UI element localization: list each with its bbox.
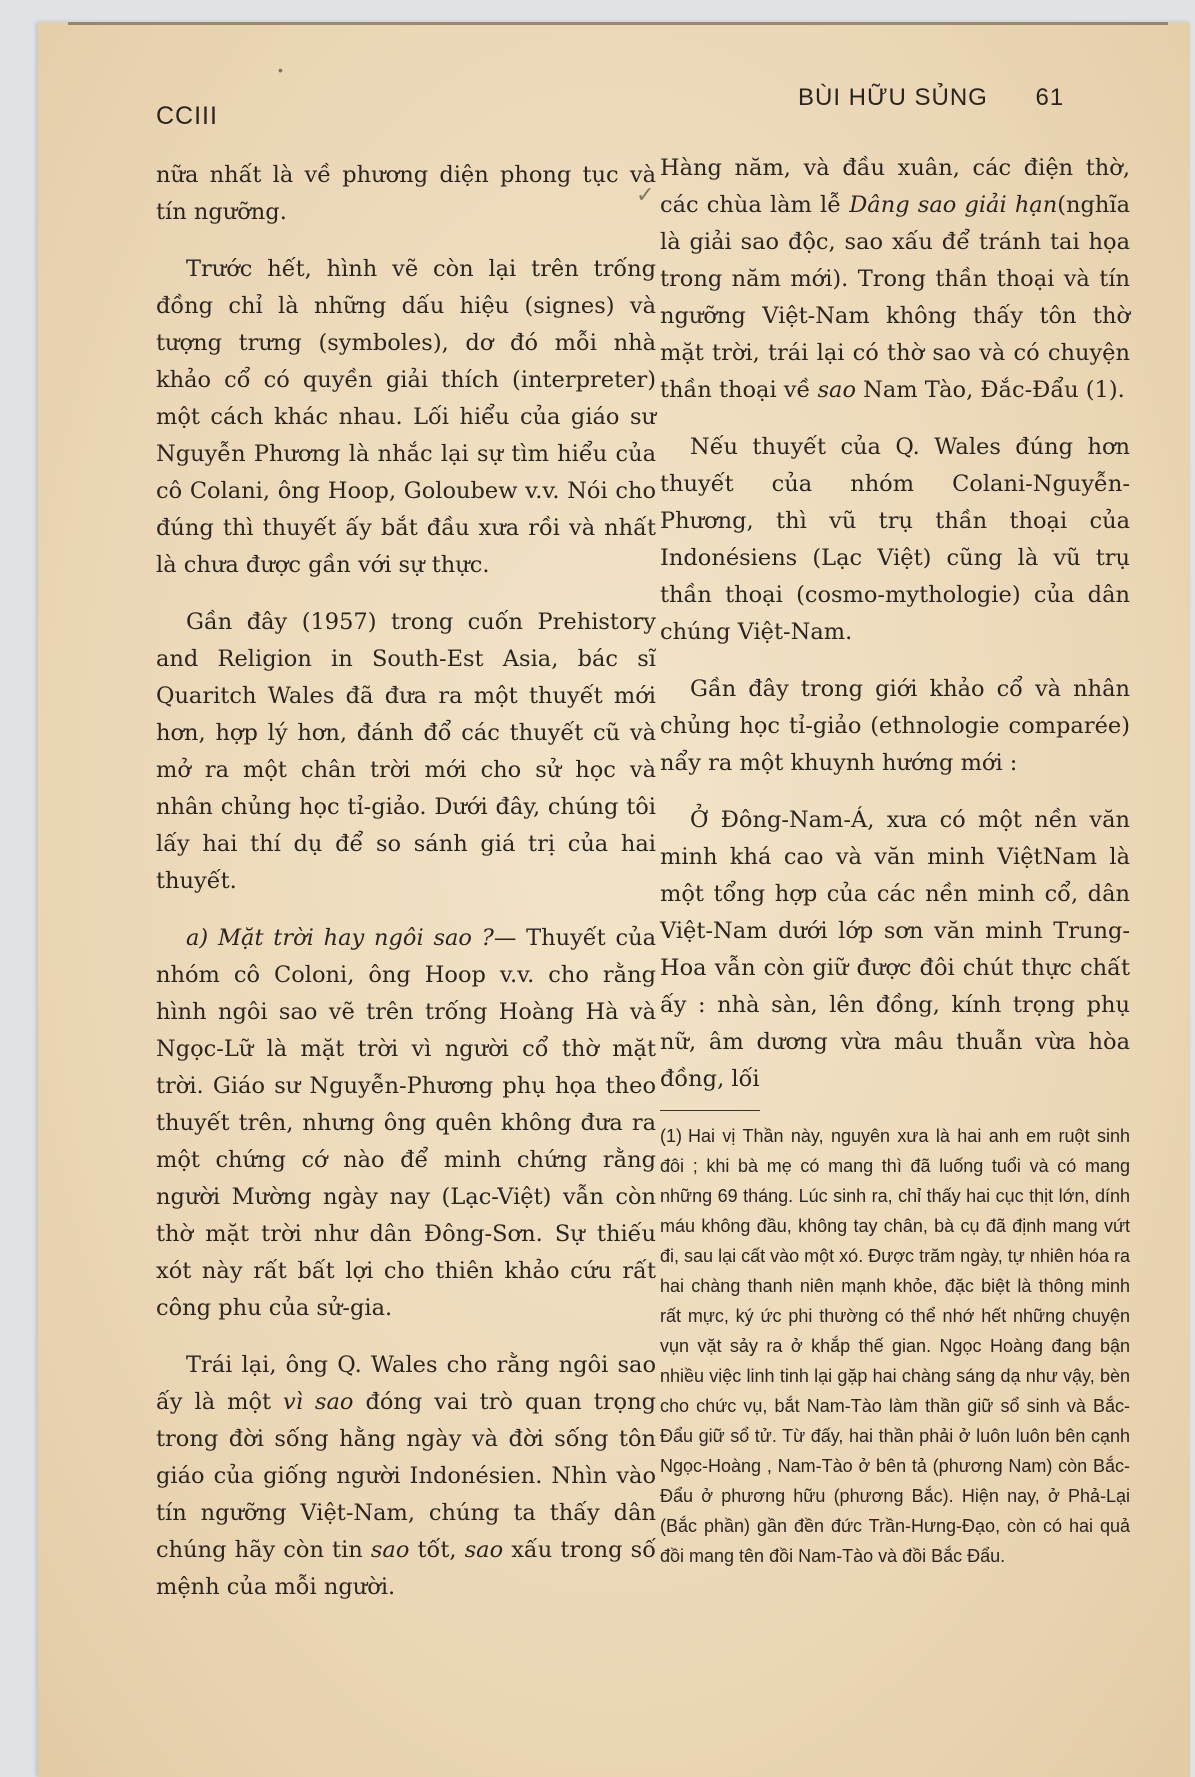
right-column (660, 150, 1130, 1571)
text-span: Trái lại, ông Q. Wales cho rằng ngôi sao ấy là một (156, 1352, 656, 1415)
italic-span: sao (817, 377, 857, 403)
footnote-text: Hai vị Thần này, nguyên xưa là hai anh em ruột sinh đôi ; khi bà mẹ có mang thì đã luống tuổi và có mang những 69 tháng. Lúc sinh ra, chỉ thấy hai cục thịt lớn, dính máu không đầu, không tay chân, bà cụ đã định mang vứt đi, sau lại cất vào một xó. Được trăm ngày, tự nhiên hóa ra hai chàng thanh niên mạnh khỏe, đặc biệt là thông minh rất mực, ký ức phi thường có thể nhớ hết những chuyện vụn vặt sảy ra ở khắp thế gian. Ngọc Hoàng đang bận nhiều việc linh tinh lại gặp hai chàng sáng dạ như vậy, bèn cho chức vụ, bắt Nam-Tào làm thần giữ sổ sinh và Bắc-Đẩu giữ sổ tử. Từ đấy, hai thần phải ở luôn luôn bên cạnh Ngọc-Hoàng , Nam-Tào ở bên tả (phương Nam) còn Bắc-Đẩu ở phương hữu (phương Bắc). Hiện nay, ở Phả-Lại (Bắc phần) gần đền đức Trần-Hưng-Đạo, còn có hai quả đồi mang tên đồi Nam-Tào và đồi Bắc Đẩu. (660, 1126, 1130, 1566)
text-span: Hàng năm, và đầu xuân, các điện thờ, các chùa làm lễ (660, 155, 1130, 218)
section-heading-sun-or-star: a) Mặt trời hay ngôi sao ? (186, 925, 494, 951)
left-paragraph-3: Gần đây (1957) trong cuốn Prehistory and Religion in South-Est Asia, bác sĩ Quaritch Wales đã đưa ra một thuyết mới hơn, hợp lý hơn, đánh đổ các thuyết cũ và mở ra một chân trời mới cho sử học và nhân chủng học tỉ-giảo. Dưới đây, chúng tôi lấy hai thí dụ để so sánh giá trị của hai thuyết. (156, 609, 656, 894)
right-paragraph-4: Ở Đông-Nam-Á, xưa có một nền văn minh khá cao và văn minh ViệtNam là một tổng hợp của các nền minh cổ, dân Việt-Nam dưới lớp sơn văn minh Trung-Hoa vẫn còn giữ được đôi chút thực chất ấy : nhà sàn, lên đồng, kính trọng phụ nữ, âm dương vừa mâu thuẫn vừa hòa đồng, lối (660, 807, 1130, 1092)
footnote-number: (1) (660, 1126, 682, 1146)
header-title: BÙI HỮU SỦNG (798, 84, 988, 111)
header-left-mark: CCIII (156, 102, 218, 130)
right-paragraph-1 (660, 150, 1130, 409)
top-border-line (68, 22, 1168, 25)
italic-span: sao (464, 1537, 504, 1563)
page-number: 61 (1035, 84, 1065, 111)
ink-speck: • (278, 62, 283, 78)
left-paragraph-4-text: — Thuyết của nhóm cô Coloni, ông Hoop v.v. cho rằng hình ngôi sao vẽ trên trống Hoàng Hà và Ngọc-Lữ là mặt trời vì người cổ thờ mặt trời. Giáo sư Nguyễn-Phương phụ họa theo thuyết trên, nhưng ông quên không đưa ra một chứng cớ nào để minh chứng rằng người Mường ngày nay (Lạc-Việt) vẫn còn thờ mặt trời như dân Đông-Sơn. Sự thiếu xót này rất bất lợi cho thiên khảo cứu rất công phu của sử-gia. (156, 925, 656, 1321)
left-paragraph-1: nữa nhất là về phương diện phong tục và tín ngưỡng. (156, 162, 656, 225)
text-span: xấu trong số mệnh của mỗi người. (156, 1537, 656, 1600)
italic-span: Dâng sao giải hạn (849, 192, 1058, 218)
left-paragraph-4 (156, 920, 656, 1327)
text-span: đóng vai trò quan trọng trong đời sống hằng ngày và đời sống tôn giáo của giống người Indonésien. Nhìn vào tín ngưỡng Việt-Nam, chúng ta thấy dân chúng hãy còn tin (156, 1389, 656, 1563)
left-paragraph-2: Trước hết, hình vẽ còn lại trên trống đồng chỉ là những dấu hiệu (signes) và tượng trưng (symboles), dơ đó mỗi nhà khảo cổ có quyền giải thích (interpreter) một cách khác nhau. Lối hiểu của giáo sư Nguyễn Phương là nhắc lại sự tìm hiểu của cô Colani, ông Hoop, Goloubew v.v. Nói cho đúng thì thuyết ấy bắt đầu xưa rồi và nhất là chưa được gần với sự thực. (156, 256, 656, 578)
text-span: Nam Tào, Đắc-Đẩu (1). (856, 377, 1125, 403)
footnote-divider (660, 1110, 760, 1111)
text-span: tốt, (409, 1537, 465, 1563)
footnote (660, 1121, 1130, 1571)
pen-mark: ✓ (636, 182, 655, 207)
book-page (38, 22, 1190, 1777)
left-paragraph-5 (156, 1347, 656, 1606)
text-span: (nghĩa là giải sao độc, sao xấu để tránh tai họa trong năm mới). Trong thần thoại và tín ngưỡng Việt-Nam không thấy tôn thờ mặt trời, trái lại có thờ sao và có chuyện thần thoại về (660, 192, 1130, 403)
right-paragraph-3: Gần đây trong giới khảo cổ và nhân chủng học tỉ-giảo (ethnologie comparée) nẩy ra một khuynh hướng mới : (660, 676, 1130, 776)
right-paragraph-2: Nếu thuyết của Q. Wales đúng hơn thuyết của nhóm Colani-Nguyễn-Phương, thì vũ trụ thần thoại của Indonésiens (Lạc Việt) cũng là vũ trụ thần thoại (cosmo-mythologie) của dân chúng Việt-Nam. (660, 434, 1130, 645)
italic-span: vì sao (283, 1389, 354, 1415)
running-header (798, 84, 1064, 112)
left-column (156, 157, 656, 1606)
italic-span: sao (370, 1537, 410, 1563)
